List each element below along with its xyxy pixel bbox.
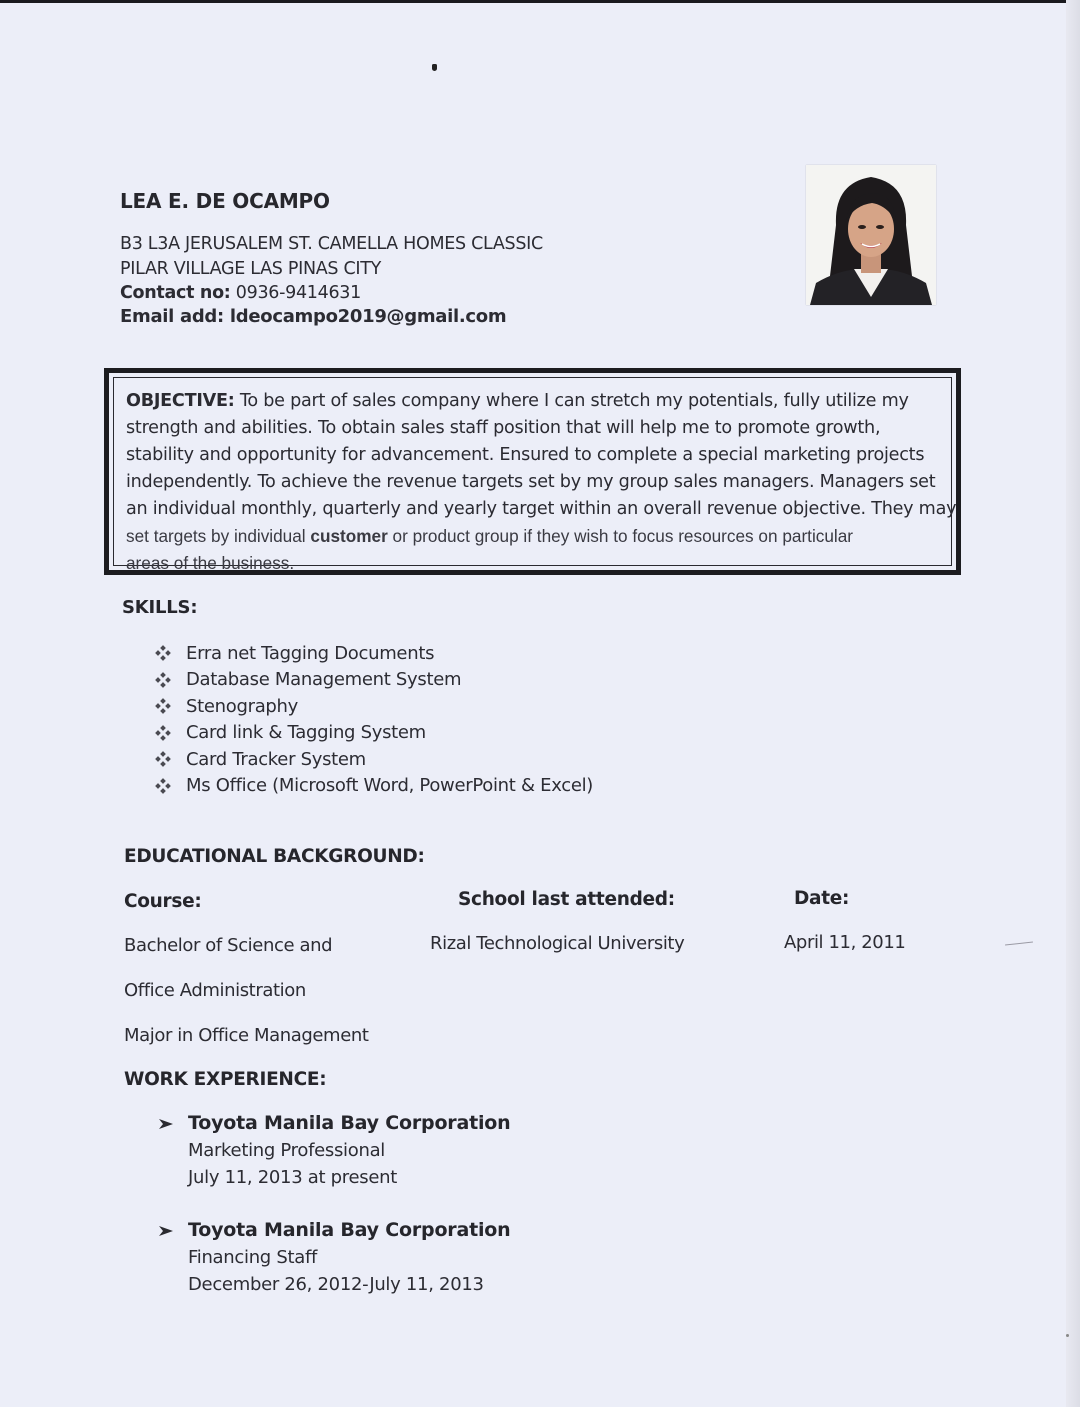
diamond-bullet-icon: [154, 750, 172, 768]
skill-item: [154, 720, 593, 747]
contact-value: 0936-9414631: [235, 283, 361, 303]
skill-label: Erra net Tagging Documents: [186, 642, 435, 664]
email-value: ldeocampo2019@gmail.com: [229, 306, 507, 327]
date-header: Date:: [794, 888, 850, 909]
scan-speck-mark: [432, 64, 437, 71]
arrow-bullet-icon: [158, 1116, 174, 1132]
applicant-name: LEA E. DE OCAMPO: [120, 189, 330, 213]
objective-text-6b: or product group if they wish to focus resources on particular: [387, 526, 854, 546]
objective-text-6a: set targets by individual: [126, 526, 311, 546]
address-line-1: B3 L3A JERUSALEM ST. CAMELLA HOMES CLASSIC: [120, 234, 543, 254]
scan-dot-mark: [1066, 1334, 1069, 1337]
skills-heading: SKILLS:: [122, 597, 198, 618]
job-position: Marketing Professional: [188, 1140, 386, 1161]
job-period: December 26, 2012-July 11, 2013: [188, 1274, 484, 1295]
scan-top-edge: [0, 0, 1080, 3]
diamond-bullet-icon: [154, 697, 172, 715]
work-heading: WORK EXPERIENCE:: [124, 1069, 327, 1090]
diamond-bullet-icon: [154, 671, 172, 689]
job-period: July 11, 2013 at present: [188, 1167, 398, 1188]
objective-line-2: strength and abilities. To obtain sales staff position that will help me to promote growth,: [126, 418, 881, 438]
course-header: Course:: [124, 891, 202, 912]
skill-item: [154, 773, 593, 800]
objective-emphasis: customer: [310, 526, 388, 546]
job-company: Toyota Manila Bay Corporation: [188, 1112, 511, 1134]
objective-line-5: an individual monthly, quarterly and yearly target within an overall revenue objective. They may: [126, 499, 957, 519]
objective-text-1: To be part of sales company where I can stretch my potentials, fully utilize my: [234, 391, 909, 411]
objective-inner-frame: [113, 377, 957, 573]
objective-line-3: stability and opportunity for advancement. Ensured to complete a special marketing projects: [126, 445, 925, 465]
school-name: Rizal Technological University: [430, 933, 685, 954]
objective-line-4: independently. To achieve the revenue targets set by my group sales managers. Managers set: [126, 472, 936, 492]
skill-label: Database Management System: [186, 669, 462, 691]
objective-line-6: [126, 523, 941, 550]
education-heading: EDUCATIONAL BACKGROUND:: [124, 846, 425, 867]
school-header: School last attended:: [458, 889, 675, 910]
skill-label: Card link & Tagging System: [186, 722, 426, 744]
skills-list: [154, 640, 593, 799]
scan-right-edge: [1066, 0, 1080, 1407]
job-position: Financing Staff: [188, 1247, 318, 1268]
email-address: [120, 306, 506, 327]
diamond-bullet-icon: [154, 644, 172, 662]
diamond-bullet-icon: [154, 724, 172, 742]
scan-scratch-mark: [1005, 942, 1033, 946]
course-line-2: Office Administration: [124, 980, 306, 1001]
contact-number: [120, 283, 361, 303]
contact-label: Contact no:: [120, 283, 231, 303]
portrait-image: [806, 165, 936, 305]
skill-item: [154, 667, 593, 694]
address-line-2: PILAR VILLAGE LAS PINAS CITY: [120, 259, 382, 279]
objective-line-7: areas of the business.: [126, 553, 295, 573]
skill-label: Stenography: [186, 695, 299, 717]
skill-label: Card Tracker System: [186, 748, 366, 770]
diamond-bullet-icon: [154, 777, 172, 795]
objective-label: OBJECTIVE:: [126, 391, 235, 411]
graduation-date: April 11, 2011: [784, 932, 906, 953]
skill-item: [154, 693, 593, 720]
skill-label: Ms Office (Microsoft Word, PowerPoint & Excel): [186, 775, 594, 797]
course-line-1: Bachelor of Science and: [124, 935, 333, 956]
course-line-3: Major in Office Management: [124, 1025, 369, 1046]
skill-item: [154, 640, 593, 667]
objective-box: [104, 368, 961, 575]
skill-item: [154, 746, 593, 773]
applicant-photo: [806, 165, 936, 305]
arrow-bullet-icon: [158, 1223, 174, 1239]
job-company: Toyota Manila Bay Corporation: [188, 1219, 511, 1241]
email-label: Email add:: [120, 306, 224, 327]
objective-line-1: [126, 388, 941, 415]
